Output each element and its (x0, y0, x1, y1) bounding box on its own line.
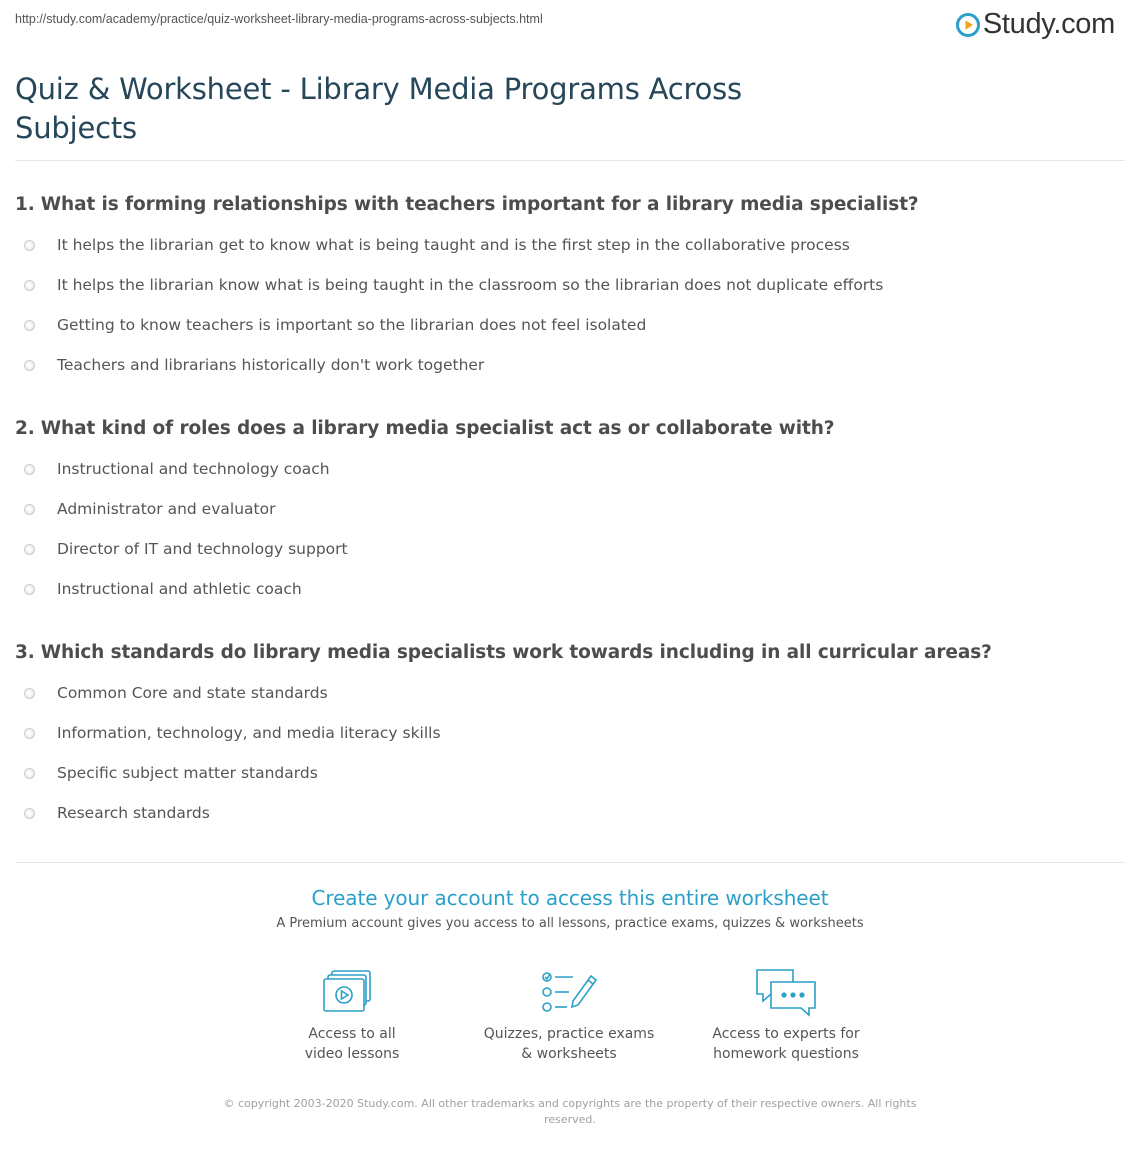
radio-button[interactable] (24, 240, 35, 251)
radio-button[interactable] (24, 360, 35, 371)
answer-label: Instructional and athletic coach (57, 580, 302, 598)
answer-option[interactable] (15, 305, 1125, 345)
answer-label: Common Core and state standards (57, 684, 328, 702)
answer-options (15, 449, 1125, 609)
answer-option[interactable] (15, 529, 1125, 569)
radio-button[interactable] (24, 808, 35, 819)
divider (15, 862, 1125, 863)
answer-label: Administrator and evaluator (57, 500, 276, 518)
answer-options (15, 225, 1125, 385)
answer-option[interactable] (15, 225, 1125, 265)
study-logo[interactable] (956, 8, 1115, 41)
question-3 (15, 642, 1125, 833)
radio-button[interactable] (24, 280, 35, 291)
answer-label: Instructional and technology coach (57, 460, 330, 478)
answer-option[interactable] (15, 753, 1125, 793)
question-text: 2. What kind of roles does a library media specialist act as or collaborate with? (15, 418, 835, 439)
feature-label: Quizzes, practice exams & worksheets (483, 1026, 655, 1062)
radio-button[interactable] (24, 504, 35, 515)
answer-label: It helps the librarian know what is being taught in the classroom so the librarian does not duplicate efforts (57, 276, 884, 294)
answer-label: Teachers and librarians historically don't work together (57, 356, 485, 374)
answer-option[interactable] (15, 793, 1125, 833)
answer-options (15, 673, 1125, 833)
question-1 (15, 194, 1125, 385)
answer-label: Information, technology, and media literacy skills (57, 724, 441, 742)
divider (15, 160, 1125, 161)
answer-option[interactable] (15, 449, 1125, 489)
feature-experts (686, 968, 886, 1064)
video-lessons-icon (322, 968, 382, 1018)
cta-link[interactable]: Create your account to access this entire worksheet (311, 886, 829, 910)
answer-option[interactable] (15, 489, 1125, 529)
page-url: http://study.com/academy/practice/quiz-worksheet-library-media-programs-across-subjects.html (15, 12, 543, 26)
answer-label: Research standards (57, 804, 210, 822)
feature-video-lessons (252, 968, 452, 1064)
play-circle-icon (956, 13, 980, 37)
feature-quizzes (469, 968, 669, 1064)
answer-option[interactable] (15, 569, 1125, 609)
radio-button[interactable] (24, 728, 35, 739)
answer-option[interactable] (15, 265, 1125, 305)
answer-option[interactable] (15, 345, 1125, 385)
question-text: 3. Which standards do library media specialists work towards including in all curricular areas? (15, 642, 992, 663)
answer-option[interactable] (15, 713, 1125, 753)
copyright-notice: © copyright 2003-2020 Study.com. All other trademarks and copyrights are the property of their respective owners. All rights reserved. (223, 1097, 917, 1126)
question-text: 1. What is forming relationships with teachers important for a library media specialist? (15, 194, 919, 215)
feature-label: Access to experts for homework questions (712, 1026, 860, 1062)
logo-text: Study.com (982, 8, 1115, 40)
chat-bubbles-icon (753, 968, 819, 1018)
question-2 (15, 418, 1125, 609)
page-title: Quiz & Worksheet - Library Media Programs Across Subjects (15, 72, 742, 145)
quiz-checklist-icon (539, 968, 599, 1018)
answer-label: Specific subject matter standards (57, 764, 318, 782)
radio-button[interactable] (24, 584, 35, 595)
cta-subtitle: A Premium account gives you access to all lessons, practice exams, quizzes & worksheets (276, 916, 864, 931)
answer-label: It helps the librarian get to know what is being taught and is the first step in the collaborative process (57, 236, 850, 254)
radio-button[interactable] (24, 544, 35, 555)
answer-label: Director of IT and technology support (57, 540, 348, 558)
radio-button[interactable] (24, 320, 35, 331)
radio-button[interactable] (24, 688, 35, 699)
radio-button[interactable] (24, 768, 35, 779)
answer-label: Getting to know teachers is important so the librarian does not feel isolated (57, 316, 647, 334)
feature-label: Access to all video lessons (304, 1026, 400, 1062)
answer-option[interactable] (15, 673, 1125, 713)
radio-button[interactable] (24, 464, 35, 475)
signup-cta (0, 886, 1140, 931)
